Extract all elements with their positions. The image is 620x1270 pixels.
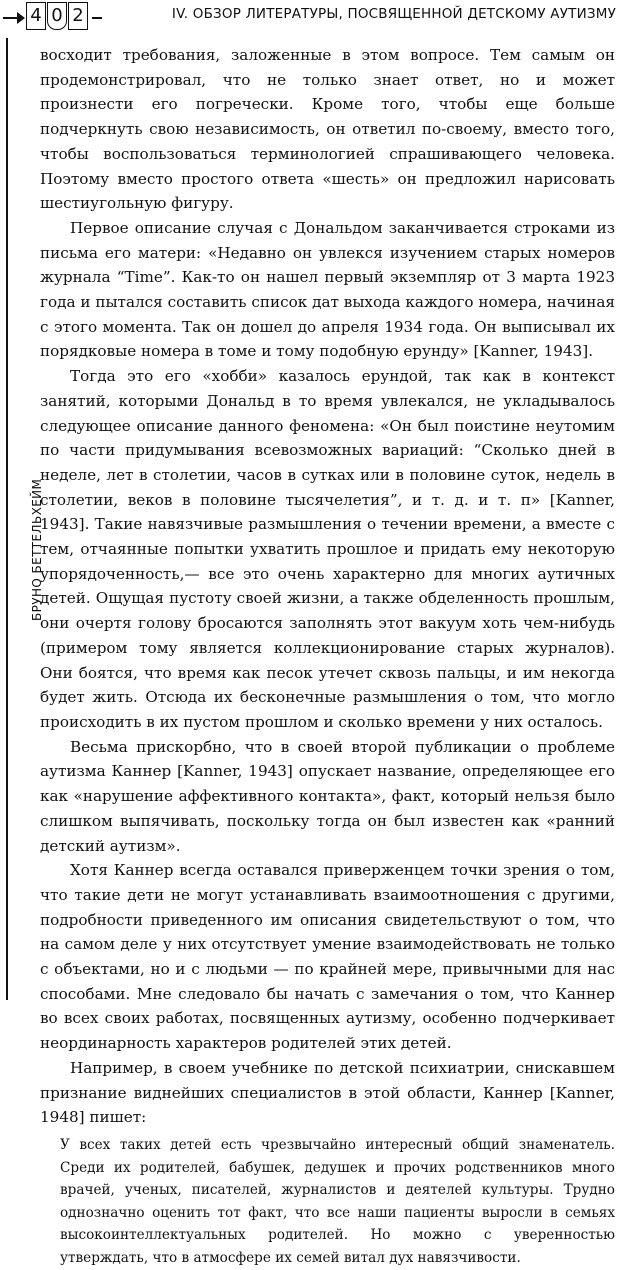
paragraph: Хотя Каннер всегда оставался приверженцем точки зрения о том, что такие дети не могут устанавливать взаимоотношения с другими, подробности приведенного им описания свидетельствуют о том, что на самом деле у них отсутствует умение взаимодействовать не только с объектами, но и с людьми — по крайней мере, привычными для нас способами. Мне следовало бы начать с замечания о том, что Каннер во всех своих работах, посвященных аутизму, особенно подчеркивает неординарность характеров родителей этих детей. [40, 861, 615, 1053]
block-quote: У всех таких детей есть чрезвычайно интересный общий знаменатель. Среди их родителей, бабушек, дедушек и прочих родственников много врачей, ученых, писателей, журналистов и деятелей культуры. Трудно однозначно оценить тот факт, что все наши пациенты выросли в семьях высокоинтеллектуальных родителей. Но можно с уверенностью утверждать, что в атмосфере их семей витал дух навязчивости. [60, 1136, 615, 1266]
paragraph: Тогда это его «хобби» казалось ерундой, так как в контекст занятий, которыми Дональд в то время увлекался, не укладывалось следующее описание данного феномена: «Он был поистине неутомим по части придумывания всевозможных вариаций: “Сколько дней в неделе, лет в столетии, часов в сутках или в половине суток, недель в столетии, веков в половине тысячелетия”, и т. д. и т. п» [Kanner, 1943]. Такие навязчивые размышления о течении времени, а вместе с тем, отчаянные попытки ухватить прошлое и придать ему некоторую упорядоченность,— все это очень характерно для многих аутичных детей. Ощущая пустоту своей жизни, а также обделенность прошлым, они очертя голову бросаются заполнять этот вакуум хоть чем-нибудь (примером тому является коллекционирование старых журналов). Они боятся, что время как песок утечет сквозь пальцы, и им некогда будет жить. Отсюда их бесконечные размышления о том, что могло происходить в их пустом прошлом и сколько времени у них осталось. [40, 367, 615, 731]
paragraph: Например, в своем учебнике по детской психиатрии, снискавшем признание виднейших специалистов в этой области, Каннер [Kanner, 1948] пишет: [40, 1058, 615, 1127]
paragraph: Первое описание случая с Дональдом заканчивается строками из письма его матери: «Недавно он увлекся изучением старых номеров журнала “Time”. Как-то он нашел первый экземпляр от 3 марта 1923 года и пытался составить список дат выхода каждого номера, начиная с этого момента. Так он дошел до апреля 1934 года. Он выписывал их порядковые номера в томе и тому подобную ерунду» [Kanner, 1943]. [40, 218, 615, 361]
page-header [0, 0, 620, 40]
running-head: IV. ОБЗОР ЛИТЕРАТУРЫ, ПОСВЯЩЕННОЙ ДЕТСКОМУ АУТИЗМУ [171, 6, 616, 22]
page-number-digit: 2 [68, 2, 88, 30]
header-rule [92, 17, 102, 19]
body-text [40, 43, 615, 1270]
paragraph: восходит требования, заложенные в этом вопросе. Тем самым он продемонстрировал, что не только знает ответ, но и может произнести его погречески. Кроме того, чтобы еще больше подчеркнуть свою независимость, он ответил по-своему, вместо того, чтобы воспользоваться терминологией спрашивающего человека. Поэтому вместо простого ответа «шесть» он предложил нарисовать шестиугольную фигуру. [40, 46, 615, 213]
paragraph: Весьма прискорбно, что в своей второй публикации о проблеме аутизма Каннер [Kanner, 1943] опускает название, определяющее его как «нарушение аффективного контакта», факт, который нельзя было слишком выпячивать, поскольку тогда он был известен как «ранний детский аутизм». [40, 737, 615, 855]
sidebar-author: БРУНО БЕТТЕЛЬХЕЙМ [30, 478, 44, 621]
page-number-digit: 4 [26, 2, 46, 30]
arrow-right-icon [17, 12, 25, 24]
sidebar-rule [6, 38, 8, 1000]
page-number-digit: 0 [47, 2, 67, 30]
